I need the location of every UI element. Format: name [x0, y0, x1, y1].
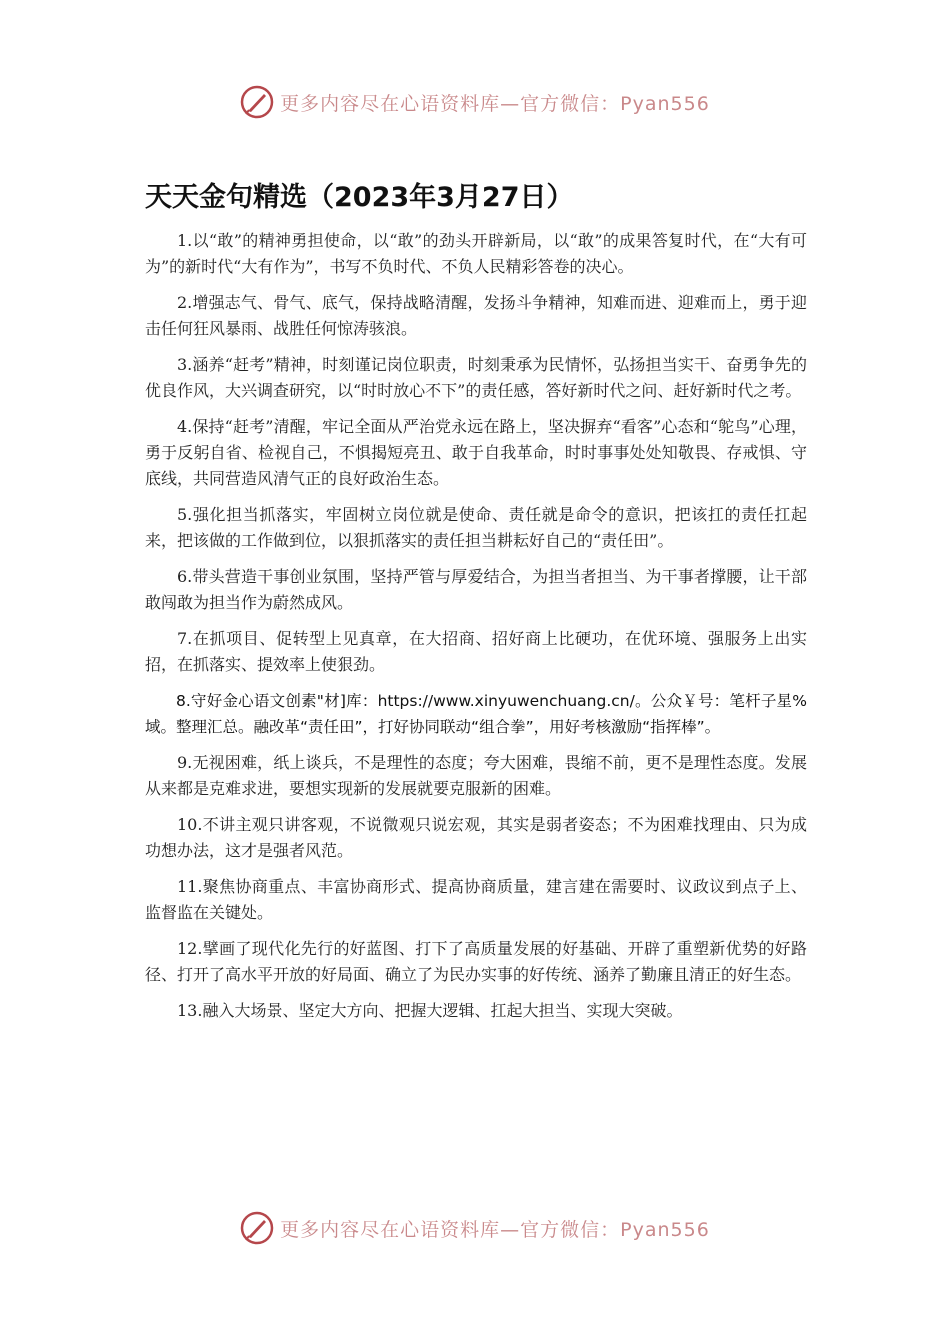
- paragraph-1: 1.以“敢”的精神勇担使命，以“敢”的劲头开辟新局，以“敢”的成果答复时代，在“大有可为”的新时代“大有作为”，书写不负时代、不负人民精彩答卷的决心。: [145, 231, 807, 276]
- quill-logo-icon: [240, 85, 274, 119]
- paragraph-5: 5.强化担当抓落实，牢固树立岗位就是使命、责任就是命令的意识，把该扛的责任扛起来，把该做的工作做到位，以狠抓落实的责任担当耕耘好自己的“责任田”。: [145, 505, 807, 550]
- paragraph-2: 2.增强志气、骨气、底气，保持战略清醒，发扬斗争精神，知难而进、迎难而上，勇于迎击任何狂风暴雨、战胜任何惊涛骇浪。: [145, 293, 807, 338]
- paragraph-13: 13.融入大场景、坚定大方向、把握大逻辑、扛起大担当、实现大突破。: [177, 1001, 683, 1020]
- quill-logo-icon: [240, 1211, 274, 1245]
- paragraph-4: 4.保持“赶考”清醒，牢记全面从严治党永远在路上，坚决摒弃“看客”心态和“鸵鸟”心理，勇于反躬自省、检视自己，不惧揭短亮丑、敢于自我革命，时时事事处处知敬畏、存戒惧、守底线，共同营造风清气正的良好政治生态。: [145, 417, 807, 488]
- paragraph-9: 9.无视困难，纸上谈兵，不是理性的态度；夸大困难，畏缩不前，更不是理性态度。发展从来都是克难求进，要想实现新的发展就要克服新的困难。: [145, 753, 807, 798]
- paragraph-8: 8.守好金心语文创素"材]库：https://www.xinyuwenchuang.cn/。公众￥号：笔杆子星%域。整理汇总。融改革“责任田”，打好协同联动“组合拳”，用好考核激励“指挥棒”。: [145, 692, 807, 736]
- paragraph-10: 10.不讲主观只讲客观，不说微观只说宏观，其实是弱者姿态；不为困难找理由、只为成功想办法，这才是强者风范。: [145, 815, 807, 860]
- watermark-banner-top: [0, 82, 950, 122]
- paragraph-12: 12.擘画了现代化先行的好蓝图、打下了高质量发展的好基础、开辟了重塑新优势的好路径、打开了高水平开放的好局面、确立了为民办实事的好传统、涵养了勤廉且清正的好生态。: [145, 939, 807, 984]
- article-body: [145, 228, 807, 1034]
- paragraph-7: 7.在抓项目、促转型上见真章，在大招商、招好商上比硬功，在优环境、强服务上出实招，在抓落实、提效率上使狠劲。: [145, 629, 807, 674]
- watermark-banner-bottom: [0, 1208, 950, 1248]
- paragraph-3: 3.涵养“赶考”精神，时刻谨记岗位职责，时刻秉承为民情怀，弘扬担当实干、奋勇争先的优良作风，大兴调查研究，以“时时放心不下”的责任感，答好新时代之问、赶好新时代之考。: [145, 355, 807, 400]
- paragraph-6: 6.带头营造干事创业氛围，坚持严管与厚爱结合，为担当者担当、为干事者撑腰，让干部敢闯敢为担当作为蔚然成风。: [145, 567, 807, 612]
- watermark-text: 更多内容尽在心语资料库—官方微信：Pyan556: [280, 1218, 710, 1241]
- watermark-text: 更多内容尽在心语资料库—官方微信：Pyan556: [280, 92, 710, 115]
- page-title: 天天金句精选（2023年3月27日）: [145, 182, 574, 213]
- paragraph-11: 11.聚焦协商重点、丰富协商形式、提高协商质量，建言建在需要时、议政议到点子上、监督监在关键处。: [145, 877, 807, 922]
